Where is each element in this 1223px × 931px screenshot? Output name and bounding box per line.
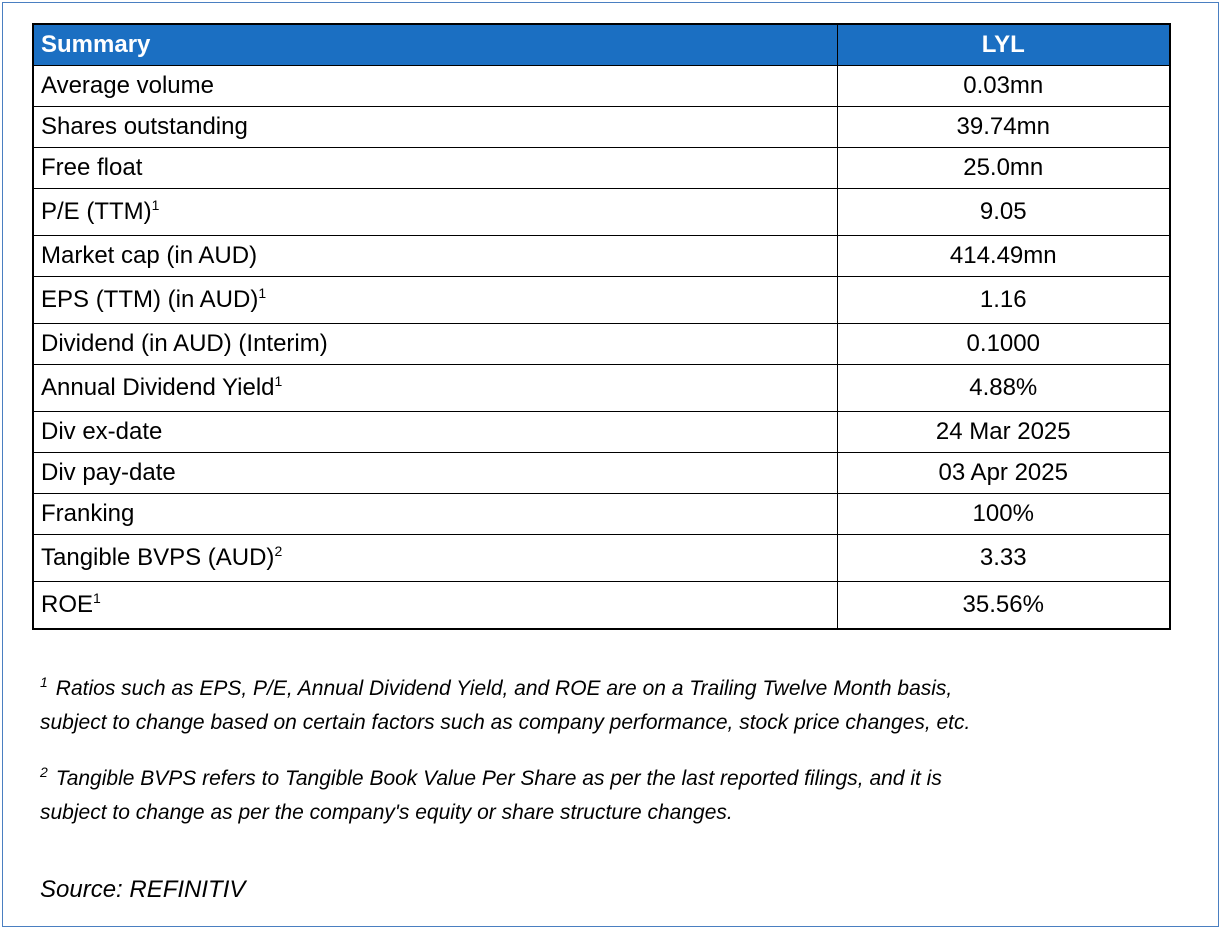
header-ticker: LYL [837, 24, 1170, 66]
footnote-marker: 1 [274, 373, 283, 389]
footnote-marker: 1 [93, 590, 101, 606]
row-value: 4.88% [837, 365, 1170, 412]
row-label: Annual Dividend Yield$^1$ [33, 365, 837, 412]
row-label: Shares outstanding [33, 107, 837, 148]
footnote-text: Tangible BVPS refers to Tangible Book Value Per Share as per the last reported filings, and it is [55, 767, 942, 790]
source-note: Source: REFINITIV [40, 876, 246, 903]
footnote-text: subject to change based on certain factors such as company performance, stock price changes, etc. [40, 711, 971, 734]
table-row [33, 494, 1170, 535]
row-label: EPS (TTM) (in AUD)$^1$ [33, 277, 837, 324]
header-summary: Summary [33, 24, 837, 66]
table-row [33, 148, 1170, 189]
footnote-text: subject to change as per the company's equity or share structure changes. [40, 801, 733, 824]
footnote-mark: 1 [40, 674, 48, 690]
row-label: Market cap (in AUD) [33, 236, 837, 277]
footnote-marker: 2 [274, 543, 283, 559]
footnote-2 [40, 762, 1190, 830]
table-row [33, 277, 1170, 324]
row-value: 414.49mn [837, 236, 1170, 277]
row-value: 9.05 [837, 189, 1170, 236]
row-label: P/E (TTM)$^1$ [33, 189, 837, 236]
row-value: 35.56% [837, 582, 1170, 630]
row-value: 39.74mn [837, 107, 1170, 148]
row-value: 3.33 [837, 535, 1170, 582]
summary-table [32, 23, 1171, 630]
table-row [33, 365, 1170, 412]
footnote-marker: 1 [151, 197, 160, 213]
table-row [33, 453, 1170, 494]
table-row [33, 236, 1170, 277]
row-value: 03 Apr 2025 [837, 453, 1170, 494]
row-label: Div ex-date [33, 412, 837, 453]
row-label: Average volume [33, 66, 837, 107]
table-header-row [33, 24, 1170, 66]
table-row [33, 66, 1170, 107]
row-label: Dividend (in AUD) (Interim) [33, 324, 837, 365]
row-label: ROE$^1$ [33, 582, 837, 630]
row-value: 25.0mn [837, 148, 1170, 189]
table-row [33, 324, 1170, 365]
row-value: 1.16 [837, 277, 1170, 324]
footnote-marker: 1 [258, 285, 267, 301]
table-row [33, 189, 1170, 236]
footnotes [40, 672, 1190, 830]
footnote-text: Ratios such as EPS, P/E, Annual Dividend Yield, and ROE are on a Trailing Twelve Month basis, [55, 677, 953, 700]
footnote-mark: 2 [40, 764, 48, 780]
table-row [33, 582, 1170, 630]
row-value: 0.03mn [837, 66, 1170, 107]
row-value: 0.1000 [837, 324, 1170, 365]
footnote-1 [40, 672, 1190, 740]
table-row [33, 412, 1170, 453]
row-label: Div pay-date [33, 453, 837, 494]
table-row [33, 107, 1170, 148]
row-value: 100% [837, 494, 1170, 535]
row-value: 24 Mar 2025 [837, 412, 1170, 453]
table-row [33, 535, 1170, 582]
row-label: Free float [33, 148, 837, 189]
row-label: Tangible BVPS (AUD)$^2$ [33, 535, 837, 582]
row-label: Franking [33, 494, 837, 535]
